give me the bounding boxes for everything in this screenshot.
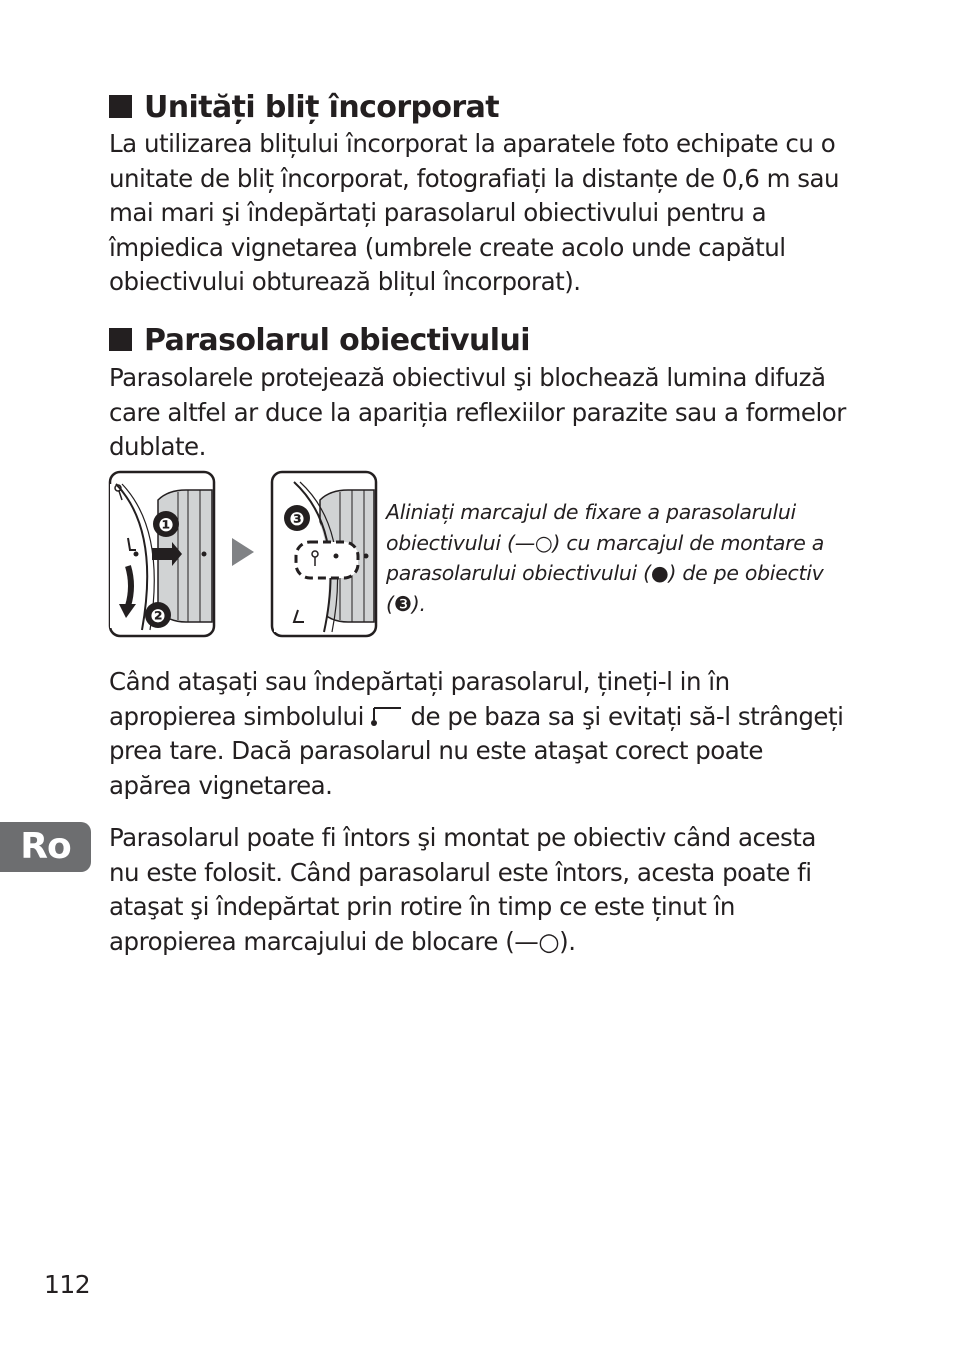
text-line	[109, 700, 843, 735]
text-line: ataşat şi îndepărtat prin rotire în timp ce este ținut în	[109, 892, 735, 922]
text-line: dublate.	[109, 432, 206, 462]
step-label-3: ❸	[289, 509, 305, 530]
text-line: unitate de bliț încorporat, fotografiați la distanțe de 0,6 m sau	[109, 163, 840, 193]
panel-step-3	[272, 472, 376, 636]
text-line: prea tare. Dacă parasolarul nu este ataşat corect poate	[109, 736, 763, 766]
section-heading-built-in-flash	[109, 91, 499, 125]
step-label-1: ❶	[158, 515, 174, 536]
text-line: apropierea marcajului de blocare (—○).	[109, 926, 576, 956]
section-title: Parasolarul obiectivului	[144, 323, 530, 358]
text-line: Parasolarele protejează obiectivul şi blochează lumina difuză	[109, 363, 826, 392]
step-label-2: ❷	[150, 606, 166, 627]
section-body-lens-hood	[109, 361, 846, 465]
text-fragment: de pe baza sa şi evitați să-l strângeți	[403, 701, 844, 731]
caption-line: parasolarului obiectivului (●) de pe obiectiv	[386, 561, 824, 586]
page-number: 112	[44, 1270, 91, 1299]
hood-base-symbol-icon	[371, 703, 403, 727]
figure-caption	[386, 497, 824, 620]
panel-step-1-2	[110, 472, 214, 636]
section-body-built-in-flash	[109, 127, 839, 300]
section-title: Unități bliț încorporat	[144, 90, 499, 125]
text-line: Parasolarul poate fi întors şi montat pe obiectiv când acesta	[109, 823, 816, 852]
text-line: nu este folosit. Când parasolarul este întors, acesta poate fi	[109, 857, 812, 887]
text-line: apărea vignetarea.	[109, 770, 333, 800]
paragraph-attach-hood	[109, 665, 843, 803]
text-line: care altfel ar duce la apariția reflexiilor parazite sau a formelor	[109, 397, 846, 427]
caption-line: (❸).	[386, 592, 426, 617]
square-bullet-icon	[109, 328, 132, 351]
square-bullet-icon	[109, 95, 132, 118]
lens-hood-illustration	[108, 470, 380, 640]
text-line: împiedica vignetarea (umbrele create acolo unde capătul	[109, 232, 786, 262]
caption-line: obiectivului (—○) cu marcajul de montare a	[386, 530, 825, 555]
caption-line: Aliniați marcajul de fixare a parasolarului	[386, 500, 796, 524]
section-heading-lens-hood	[109, 324, 530, 358]
text-line: Când ataşați sau îndepărtați parasolarul, țineți-l in în	[109, 667, 730, 696]
language-tab: Ro	[0, 822, 91, 872]
text-line: obiectivului obturează blițul încorporat).	[109, 267, 581, 297]
lens-hood-attach-diagram	[108, 470, 380, 644]
text-line: La utilizarea blițului încorporat la aparatele foto echipate cu o	[109, 129, 836, 158]
paragraph-reverse-hood	[109, 821, 816, 959]
text-line: mai mari şi îndepărtați parasolarul obiectivului pentru a	[109, 198, 767, 228]
text-fragment: apropierea simbolului	[109, 701, 372, 731]
next-step-arrow-icon	[232, 538, 254, 566]
